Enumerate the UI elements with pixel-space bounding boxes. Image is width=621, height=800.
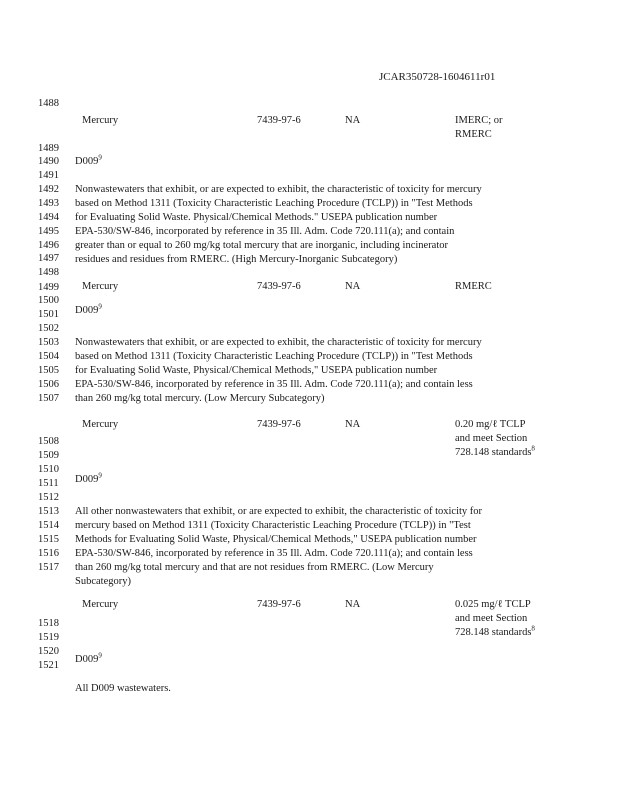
row4-cas: 7439-97-6	[257, 599, 301, 610]
document-id: JCAR350728-1604611r01	[379, 71, 496, 83]
line-number: 1491	[38, 170, 59, 181]
row4-standard-line2: and meet Section	[455, 613, 528, 624]
line-number: 1509	[38, 450, 59, 461]
line-number: 1493	[38, 198, 59, 209]
line-number: 1495	[38, 226, 59, 237]
line-number: 1506	[38, 379, 59, 390]
waste-code-3: $D009^9$	[75, 471, 102, 485]
row2-cas: 7439-97-6	[257, 281, 301, 292]
line-number: 1500	[38, 295, 59, 306]
row4-concentration: NA	[345, 599, 361, 610]
paragraph-line: residues and residues from RMERC. (High Mercury-Inorganic Subcategory)	[75, 254, 398, 265]
line-number: 1492	[38, 184, 59, 195]
paragraph-line: All other nonwastewaters that exhibit, or are expected to exhibit, the characteristic of toxicity for	[75, 506, 483, 517]
line-number: 1499	[38, 282, 59, 293]
row3-standard-line1: 0.20 mg/ℓ TCLP	[455, 419, 526, 430]
line-number: 1517	[38, 562, 59, 573]
line-number: 1520	[38, 646, 59, 657]
line-number: 1513	[38, 506, 59, 517]
line-number: 1502	[38, 323, 59, 334]
paragraph-line: greater than or equal to 260 mg/kg total mercury that are inorganic, including incinerator	[75, 240, 449, 251]
row2-standard: RMERC	[455, 281, 492, 292]
line-number: 1497	[38, 253, 59, 264]
line-number: 1512	[38, 492, 59, 503]
paragraph-line: EPA-530/SW-846, incorporated by reference in 35 Ill. Adm. Code 720.111(a); and contain	[75, 226, 455, 237]
line-number: 1511	[38, 478, 59, 489]
line-number: 1514	[38, 520, 59, 531]
paragraph-line: EPA-530/SW-846, incorporated by reference in 35 Ill. Adm. Code 720.111(a); and contain less	[75, 379, 473, 390]
line-number: 1488	[38, 98, 59, 109]
line-number: 1519	[38, 632, 59, 643]
paragraph-line: mercury based on Method 1311 (Toxicity Characteristic Leaching Procedure (TCLP)) in "Test	[75, 520, 471, 531]
line-number: 1507	[38, 393, 59, 404]
paragraph-line: than 260 mg/kg total mercury and that are not residues from RMERC. (Low Mercury	[75, 562, 434, 573]
line-number: 1503	[38, 337, 59, 348]
line-number: 1504	[38, 351, 59, 362]
paragraph-line: Subcategory)	[75, 576, 131, 587]
row1-standard-line2: RMERC	[455, 129, 492, 140]
line-number: 1496	[38, 240, 59, 251]
paragraph-line: based on Method 1311 (Toxicity Characteristic Leaching Procedure (TCLP)) in "Test Methods	[75, 351, 473, 362]
row1-standard-line1: IMERC; or	[455, 115, 503, 126]
line-number: 1498	[38, 267, 59, 278]
waste-code-2: $D009^9$	[75, 302, 102, 316]
row3-concentration: NA	[345, 419, 361, 430]
line-number: 1521	[38, 660, 59, 671]
line-number: 1501	[38, 309, 59, 320]
row1-cas: 7439-97-6	[257, 115, 301, 126]
row3-standard-line2: and meet Section	[455, 433, 528, 444]
paragraph-line: EPA-530/SW-846, incorporated by reference in 35 Ill. Adm. Code 720.111(a); and contain less	[75, 548, 473, 559]
line-number: 1516	[38, 548, 59, 559]
line-number: 1489	[38, 143, 59, 154]
line-number: 1494	[38, 212, 59, 223]
row1-constituent: Mercury	[82, 115, 119, 126]
paragraph-line: Nonwastewaters that exhibit, or are expected to exhibit, the characteristic of toxicity for mercury	[75, 184, 482, 195]
line-number: 1518	[38, 618, 59, 629]
paragraph-line: All D009 wastewaters.	[75, 683, 171, 694]
line-number: 1508	[38, 436, 59, 447]
row3-cas: 7439-97-6	[257, 419, 301, 430]
line-number: 1510	[38, 464, 59, 475]
paragraph-line: for Evaluating Solid Waste, Physical/Chemical Methods," USEPA publication number	[75, 365, 438, 376]
paragraph-line: Methods for Evaluating Solid Waste, Physical/Chemical Methods," USEPA publication number	[75, 534, 477, 545]
row2-concentration: NA	[345, 281, 361, 292]
line-number: 1490	[38, 156, 59, 167]
row4-standard-line3: 728.148 standards$^8$	[455, 624, 535, 638]
waste-code-1: $D009^9$	[75, 153, 102, 167]
paragraph-line: based on Method 1311 (Toxicity Characteristic Leaching Procedure (TCLP)) in "Test Methods	[75, 198, 473, 209]
paragraph-line: Nonwastewaters that exhibit, or are expected to exhibit, the characteristic of toxicity for mercury	[75, 337, 482, 348]
line-number: 1505	[38, 365, 59, 376]
paragraph-line: than 260 mg/kg total mercury. (Low Mercury Subcategory)	[75, 393, 325, 404]
row3-constituent: Mercury	[82, 419, 119, 430]
row4-constituent: Mercury	[82, 599, 119, 610]
paragraph-line: for Evaluating Solid Waste. Physical/Chemical Methods." USEPA publication number	[75, 212, 438, 223]
row2-constituent: Mercury	[82, 281, 119, 292]
row3-standard-line3: 728.148 standards$^8$	[455, 444, 535, 458]
line-number: 1515	[38, 534, 59, 545]
row1-concentration: NA	[345, 115, 361, 126]
waste-code-4: $D009^9$	[75, 651, 102, 665]
row4-standard-line1: 0.025 mg/ℓ TCLP	[455, 599, 531, 610]
